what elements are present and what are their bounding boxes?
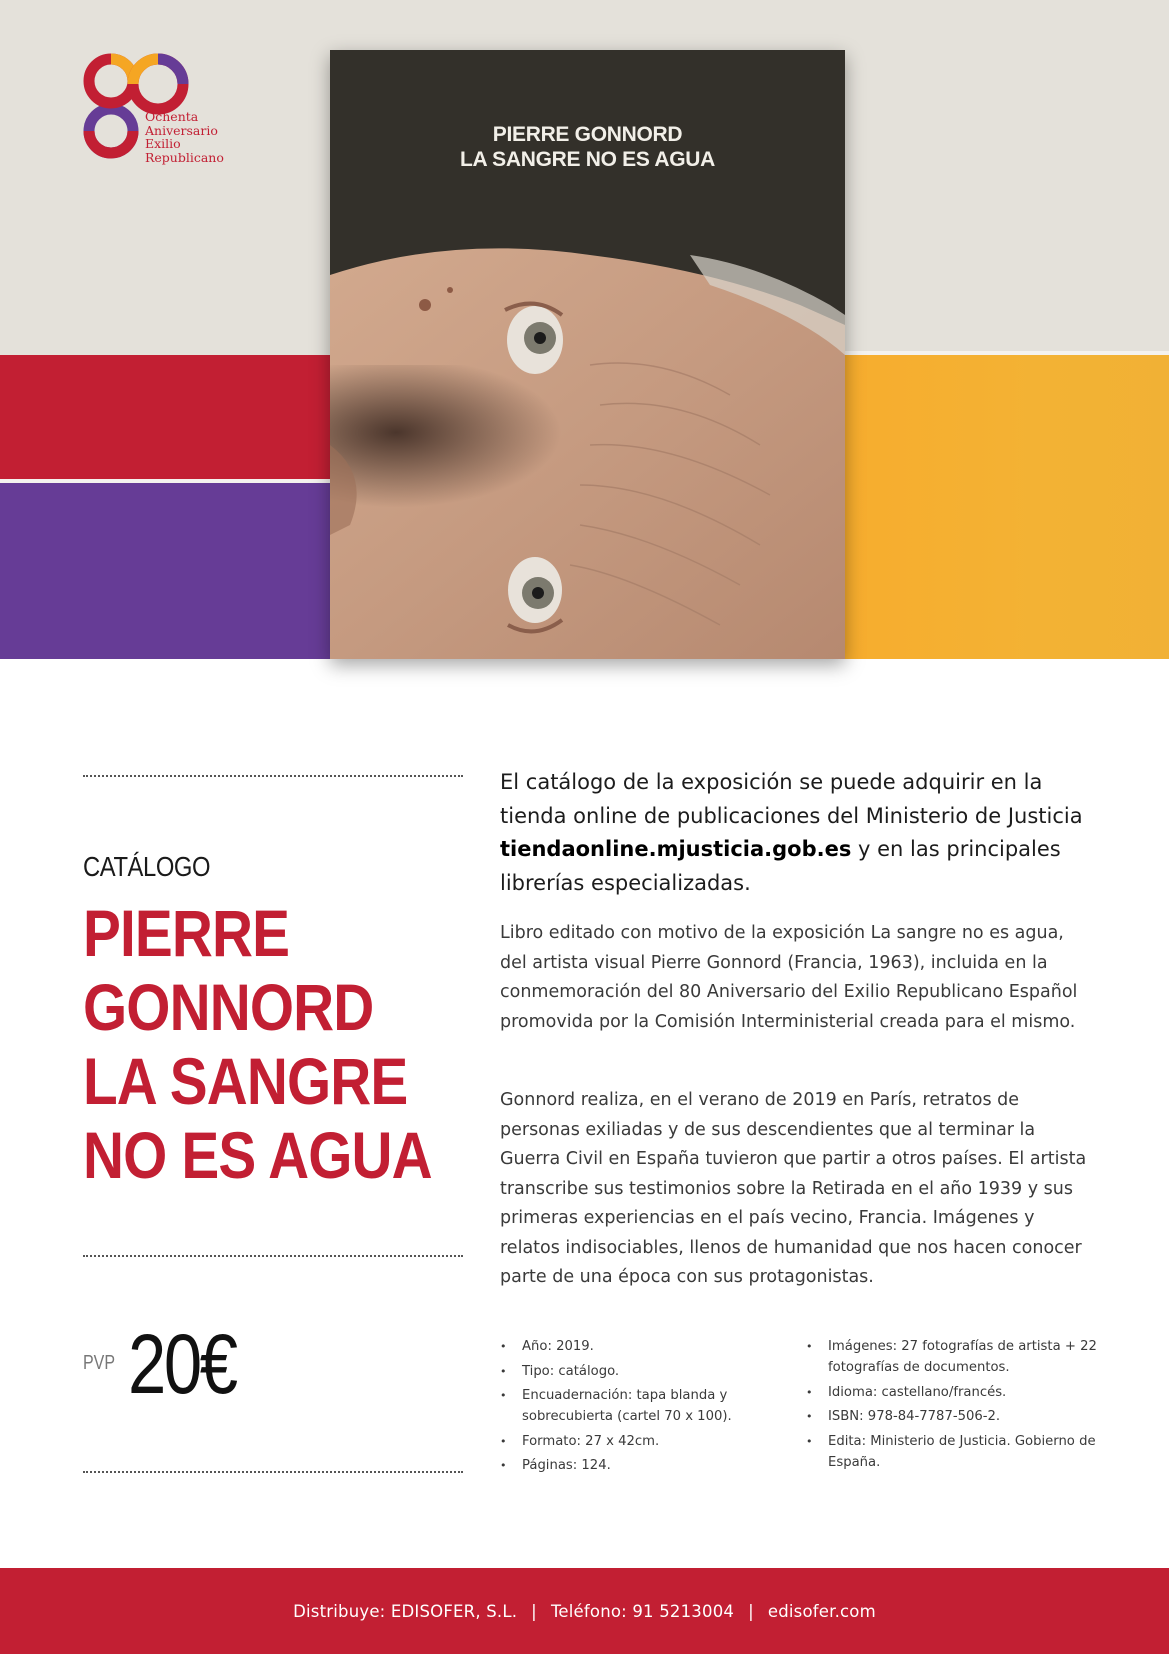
- book-title: LA SANGRE NO ES AGUA: [460, 148, 715, 171]
- logo-text: [145, 110, 224, 164]
- logo-line: Exilio: [145, 136, 181, 151]
- footer-text: [293, 1602, 876, 1621]
- book-cover: [330, 50, 845, 659]
- specs-list: [806, 1336, 1106, 1476]
- spec-item: • Encuadernación: tapa blanda y sobrecubierta (cartel 70 x 100).: [500, 1385, 770, 1427]
- specs-list: [500, 1336, 770, 1480]
- spec-item: • Tipo: catálogo.: [500, 1361, 770, 1382]
- dotted-divider: [83, 775, 463, 777]
- logo-line: Republicano: [145, 149, 224, 165]
- dotted-divider: [83, 1255, 463, 1257]
- portrait-photo-icon: [330, 245, 845, 659]
- description-paragraph: Gonnord realiza, en el verano de 2019 en París, retratos de personas exiliadas y de sus descendientes que al terminar la Guerra Civil en España tuvieron que partir a otros países. El artista transcribe sus testimonios sobre la Retirada en el año 1939 y sus primeras experiencias en el país vecino, Francia. Imágenes y relatos indisociables, llenos de humanidad que nos hacen conocer parte de una época con sus protagonistas.: [500, 1090, 1087, 1287]
- spec-item: • Imágenes: 27 fotografías de artista + 22 fotografías de documentos.: [806, 1336, 1106, 1378]
- logo-line: Ochenta: [145, 109, 199, 124]
- purple-band: [0, 483, 330, 659]
- dotted-divider: [83, 1471, 463, 1473]
- logo-line: Aniversario: [145, 122, 218, 138]
- footer-website-link[interactable]: edisofer.com: [767, 1601, 876, 1621]
- spec-item: • ISBN: 978-84-7787-506-2.: [806, 1406, 1106, 1427]
- book-author: PIERRE GONNORD: [492, 123, 683, 146]
- store-link[interactable]: tiendaonline.mjusticia.gob.es: [500, 837, 852, 861]
- red-band: [0, 355, 330, 479]
- yellow-band: [845, 355, 1169, 659]
- intro-text-part: y en las principales librerías especializadas.: [500, 837, 1061, 895]
- footer: [0, 1568, 1169, 1654]
- footer-distributor: Distribuye: EDISOFER, S.L.: [293, 1601, 518, 1621]
- catalog-title-line: LA SANGRE: [83, 1044, 408, 1118]
- price: 20€: [128, 1317, 236, 1411]
- footer-separator: |: [531, 1601, 537, 1621]
- description-paragraph: Libro editado con motivo de la exposición La sangre no es agua, del artista visual Pierre Gonnord (Francia, 1963), incluida en la conmemoración del 80 Aniversario del Exilio Republicano Español promovida por la Comisión Interministerial creada para el mismo.: [500, 923, 1078, 1032]
- pvp-label: PVP: [83, 1352, 116, 1374]
- spec-item: • Idioma: castellano/francés.: [806, 1382, 1106, 1403]
- catalog-title-line: NO ES AGUA: [83, 1118, 432, 1192]
- intro-text-part: El catálogo de la exposición se puede adquirir en la tienda online de publicaciones del Ministerio de Justicia: [500, 770, 1083, 828]
- intro-text: [500, 766, 1090, 900]
- spec-item: • Edita: Ministerio de Justicia. Gobierno de España.: [806, 1431, 1106, 1473]
- footer-separator: |: [748, 1601, 754, 1621]
- spec-item: • Año: 2019.: [500, 1336, 770, 1357]
- catalog-title: [83, 896, 432, 1192]
- spec-item: • Páginas: 124.: [500, 1455, 770, 1476]
- book-cover-title: [330, 122, 845, 172]
- spec-item: • Formato: 27 x 42cm.: [500, 1431, 770, 1452]
- catalog-label: CATÁLOGO: [83, 851, 211, 882]
- catalog-title-line: GONNORD: [83, 970, 374, 1044]
- catalog-title-line: PIERRE: [83, 896, 290, 970]
- footer-phone: Teléfono: 91 5213004: [550, 1601, 735, 1621]
